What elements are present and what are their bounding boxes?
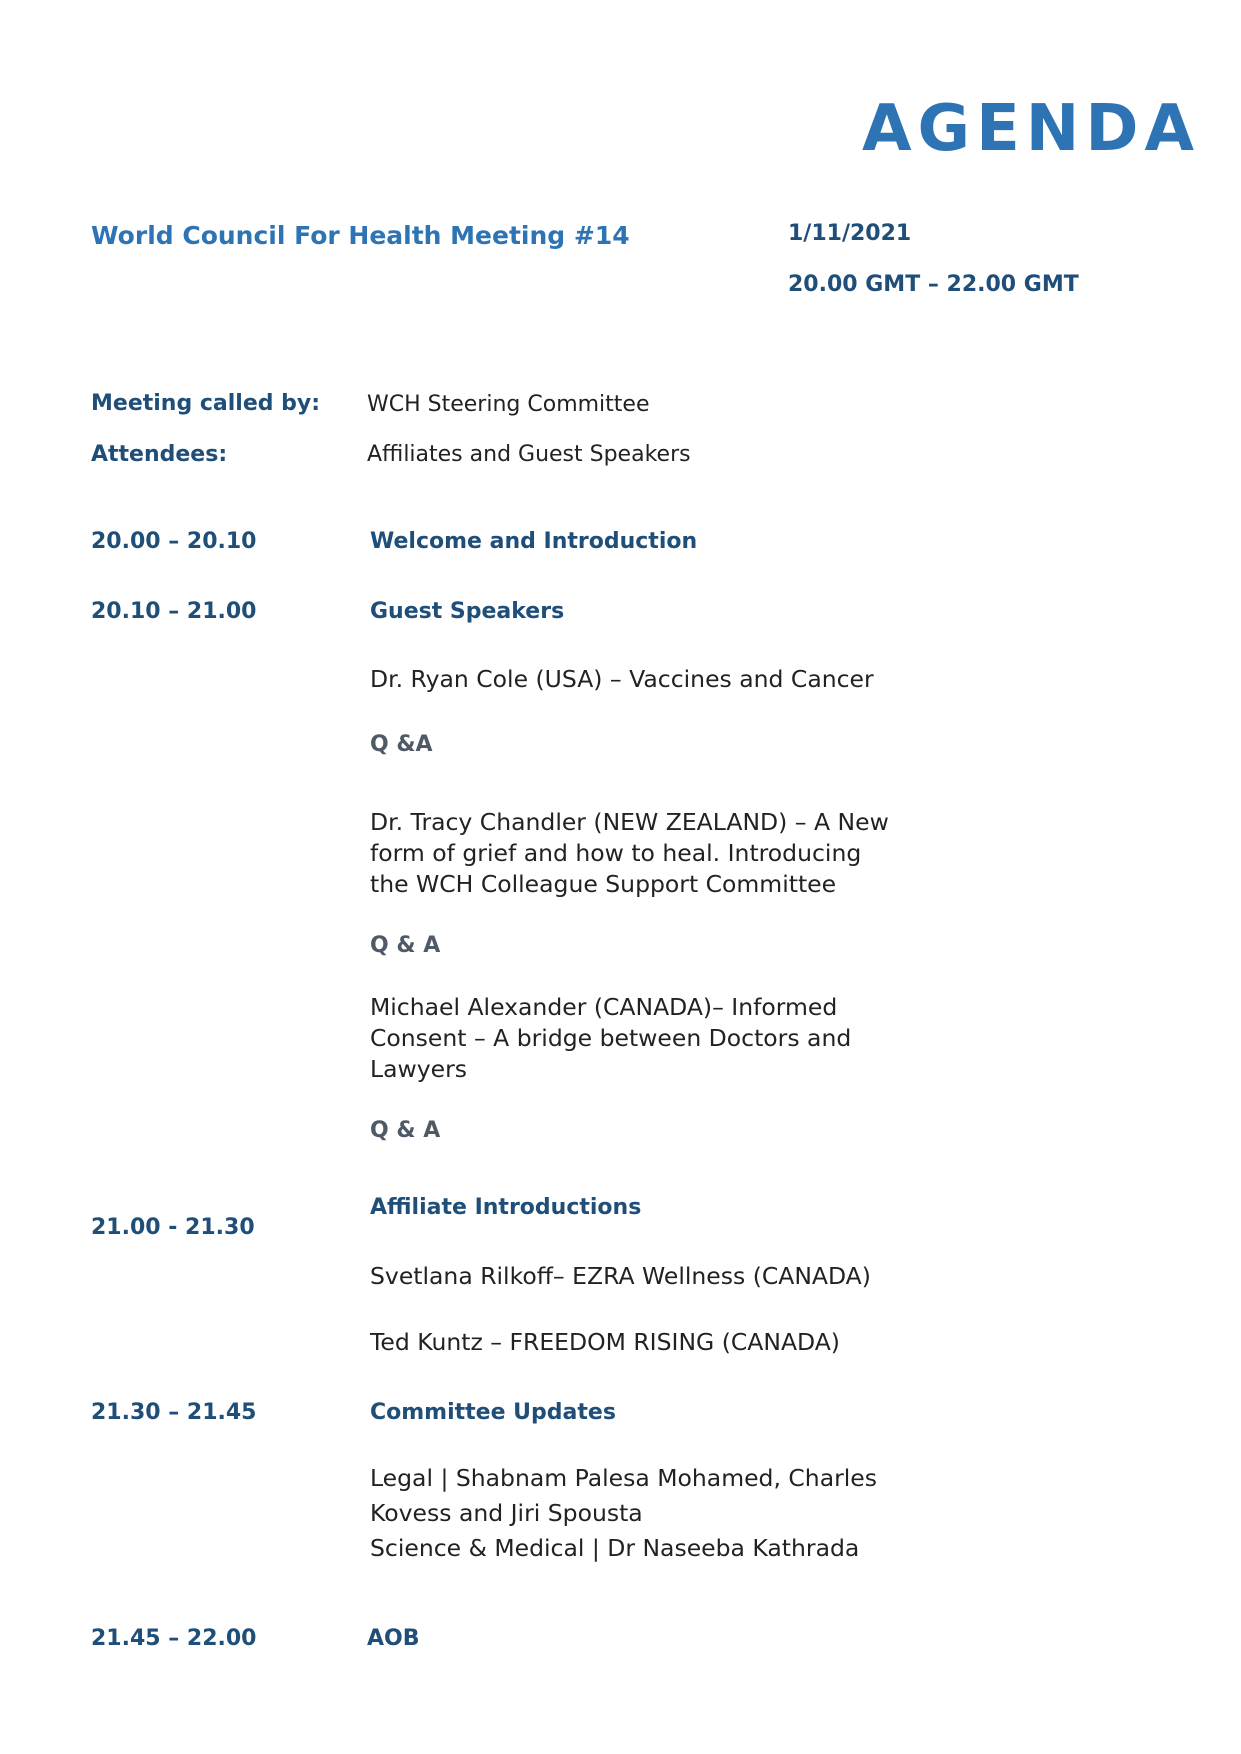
qa-2: Q & A bbox=[370, 933, 441, 958]
speaker-2-line: Dr. Tracy Chandler (NEW ZEALAND) – A New bbox=[370, 808, 889, 836]
page-title: AGENDA bbox=[862, 92, 1200, 166]
welcome-heading: Welcome and Introduction bbox=[370, 529, 698, 554]
speaker-3 bbox=[370, 992, 930, 1085]
meeting-time: 20.00 GMT – 22.00 GMT bbox=[788, 272, 1079, 297]
welcome-time: 20.00 – 20.10 bbox=[91, 529, 257, 554]
attendees-label: Attendees: bbox=[91, 442, 228, 467]
affiliates-heading: Affiliate Introductions bbox=[370, 1195, 642, 1220]
speaker-1-line: Dr. Ryan Cole (USA) – Vaccines and Cancer bbox=[370, 665, 874, 693]
affiliate-item-1 bbox=[370, 1261, 930, 1292]
affiliate-item-2 bbox=[370, 1327, 930, 1358]
committees-heading: Committee Updates bbox=[370, 1400, 616, 1425]
committee-line: Science & Medical | Dr Naseeba Kathrada bbox=[370, 1534, 860, 1562]
affiliate-item-1-line: Svetlana Rilkoff– EZRA Wellness (CANADA) bbox=[370, 1262, 871, 1290]
called-by-label: Meeting called by: bbox=[91, 391, 321, 416]
committee-updates bbox=[370, 1461, 930, 1566]
called-by-value: WCH Steering Committee bbox=[367, 392, 650, 417]
committee-line: Legal | Shabnam Palesa Mohamed, Charles bbox=[370, 1464, 877, 1492]
guests-heading: Guest Speakers bbox=[370, 599, 565, 624]
speaker-1 bbox=[370, 664, 930, 695]
speaker-2-line: form of grief and how to heal. Introducing bbox=[370, 839, 862, 867]
affiliate-item-2-line: Ted Kuntz – FREEDOM RISING (CANADA) bbox=[370, 1328, 840, 1356]
speaker-2 bbox=[370, 807, 930, 900]
attendees-value: Affiliates and Guest Speakers bbox=[367, 442, 691, 467]
qa-3: Q & A bbox=[370, 1118, 441, 1143]
guests-time: 20.10 – 21.00 bbox=[91, 599, 257, 624]
speaker-3-line: Consent – A bridge between Doctors and bbox=[370, 1024, 852, 1052]
speaker-3-line: Lawyers bbox=[370, 1055, 467, 1083]
committees-time: 21.30 – 21.45 bbox=[91, 1400, 257, 1425]
aob-time: 21.45 – 22.00 bbox=[91, 1626, 257, 1651]
affiliates-time: 21.00 - 21.30 bbox=[91, 1215, 255, 1240]
committee-line: Kovess and Jiri Spousta bbox=[370, 1499, 643, 1527]
speaker-3-line: Michael Alexander (CANADA)– Informed bbox=[370, 993, 838, 1021]
meeting-title: World Council For Health Meeting #14 bbox=[91, 221, 630, 250]
meeting-date: 1/11/2021 bbox=[788, 221, 912, 246]
qa-1: Q &A bbox=[370, 732, 433, 757]
aob-heading: AOB bbox=[367, 1626, 420, 1651]
speaker-2-line: the WCH Colleague Support Committee bbox=[370, 870, 837, 898]
